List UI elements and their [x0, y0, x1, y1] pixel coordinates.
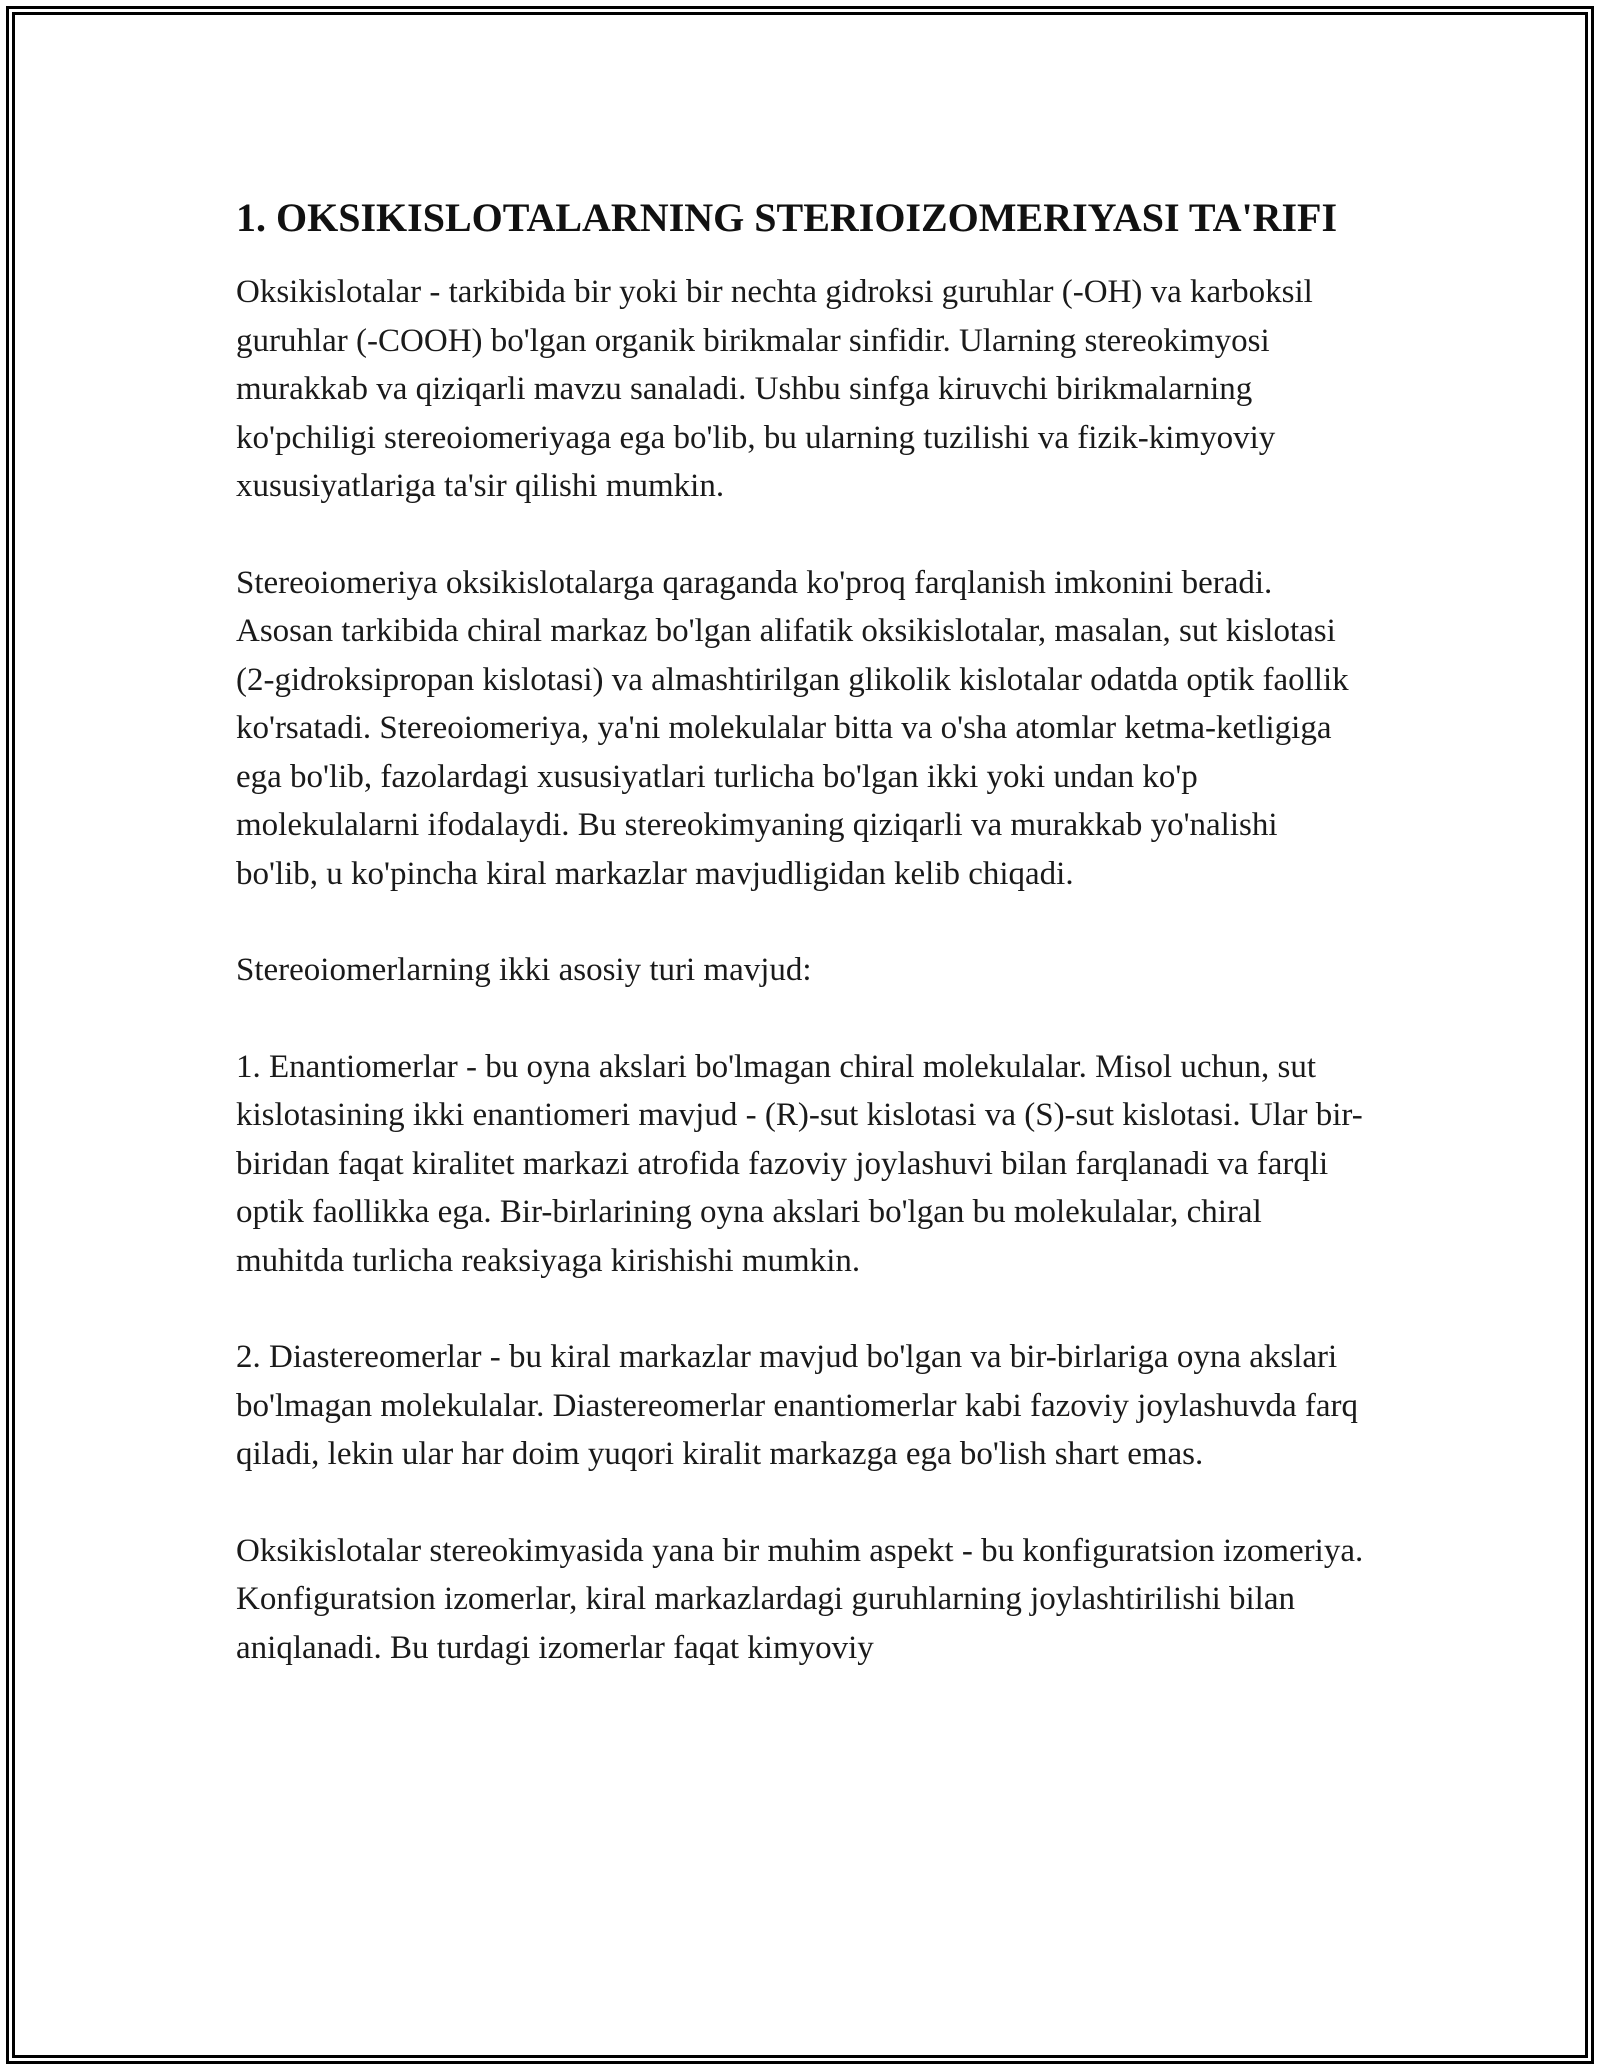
paragraph-stereoisomerism: Stereoiomeriya oksikislotalarga qaraganda ko'proq farqlanish imkonini beradi. Asosan tarkibida chiral markaz bo'lgan alifatik oksikislotalar, masalan, sut kislotasi (2-gidroksipropan kislotasi) va almashtirilgan glikolik kislotalar odatda optik faollik ko'rsatadi. Stereoiomeriya, ya'ni molekulalar bitta va o'sha atomlar ketma-ketligiga ega bo'lib, fazolardagi xususiyatlari turlicha bo'lgan ikki yoki undan ko'p molekulalarni ifodalaydi. Bu stereokimyaning qiziqarli va murakkab yo'nalishi bo'lib, u ko'pincha kiral markazlar mavjudligidan kelib chiqadi. — [236, 564, 1349, 892]
paragraph-types-intro: Stereoiomerlarning ikki asosiy turi mavjud: — [236, 952, 812, 988]
section-title: 1. OKSIKISLOTALARNING STERIOIZOMERIYASI TA'RIFI — [236, 195, 1338, 240]
paragraph-configurational: Oksikislotalar stereokimyasida yana bir muhim aspekt - bu konfiguratsion izomeriya. Konfiguratsion izomerlar, kiral markazlardagi guruhlarning joylashtirilishi bilan aniqlanadi. Bu turdagi izomerlar faqat kimyoviy — [236, 1532, 1364, 1666]
document-body — [236, 190, 1366, 1720]
paragraph-diastereomers: 2. Diastereomerlar - bu kiral markazlar mavjud bo'lgan va bir-birlariga oyna akslari bo'lmagan molekulalar. Diastereomerlar enantiomerlar kabi fazoviy joylashuvda farq qiladi, lekin ular har doim yuqori kiralit markazga ega bo'lish shart emas. — [236, 1339, 1359, 1472]
paragraph-definition: Oksikislotalar - tarkibida bir yoki bir nechta gidroksi guruhlar (-OH) va karboksil guruhlar (-COOH) bo'lgan organik birikmalar sinfidir. Ularning stereokimyosi murakkab va qiziqarli mavzu sanaladi. Ushbu sinfga kiruvchi birikmalarning ko'pchiligi stereoiomeriyaga ega bo'lib, bu ularning tuzilishi va fizik-kimyoviy xususiyatlariga ta'sir qilishi mumkin. — [236, 274, 1313, 504]
paragraph-enantiomers: 1. Enantiomerlar - bu oyna akslari bo'lmagan chiral molekulalar. Misol uchun, sut kislotasining ikki enantiomeri mavjud - (R)-sut kislotasi va (S)-sut kislotasi. Ular bir-biridan faqat kiralitet markazi atrofida fazoviy joylashuvi bilan farqlanadi va farqli optik faollikka ega. Bir-birlarining oyna akslari bo'lgan bu molekulalar, chiral muhitda turlicha reaksiyaga kirishishi mumkin. — [236, 1048, 1363, 1279]
